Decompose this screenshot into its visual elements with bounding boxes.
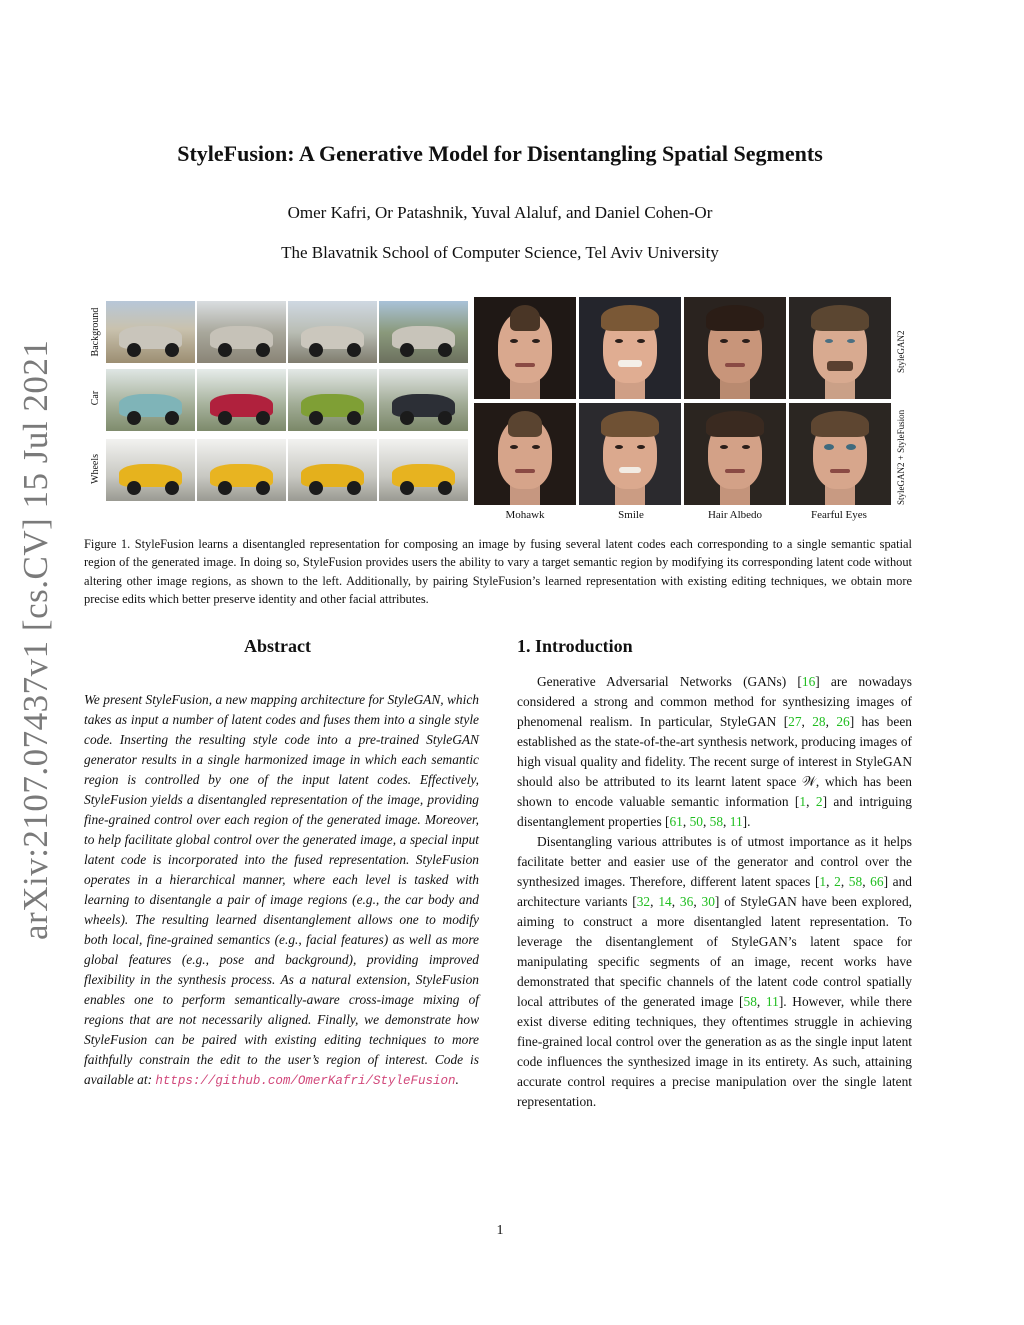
author-list: Omer Kafri, Or Patashnik, Yuval Alaluf, and Daniel Cohen-Or xyxy=(287,203,713,222)
car-image xyxy=(288,439,377,501)
code-link[interactable]: https://github.com/OmerKafri/StyleFusion xyxy=(155,1074,456,1088)
abstract-end: . xyxy=(455,1072,459,1087)
paper-title: StyleFusion: A Generative Model for Disentangling Spatial Segments xyxy=(177,141,823,166)
car-image xyxy=(197,301,286,363)
citation-link[interactable]: 1 xyxy=(819,874,827,889)
car-image xyxy=(106,439,195,501)
intro-text: , xyxy=(825,714,837,729)
intro-text: , xyxy=(650,894,659,909)
arxiv-identifier: arXiv:2107.07437v1 [cs.CV] 15 Jul 2021 xyxy=(16,339,55,940)
car-image xyxy=(379,369,468,431)
abstract-text: We present StyleFusion, a new mapping architecture for StyleGAN, which takes as input a number of latent codes and fuses them into a single style code. Inserting the resulting style code into a pre-trained StyleGAN generator results in a single harmonized image in which each semantic region is controlled by one of the input latent codes. Effectively, StyleFusion yields a disentangled representation of the image, providing fine-grained control over each region of the generated image. Moreover, to help facilitate global control over the generated image, a special input latent code is incorporated into the fused representation. StyleFusion operates in a hierarchical manner, where each level is tasked with learning to disentangle a pair of image regions (e.g., the car body and wheels). The resulting learned disentanglement allows one to modify both local, fine-grained semantics (e.g., facial features) as well as more global features (e.g., pose and background), providing improved flexibility in the synthesis process. As a natural extension, StyleFusion enables one to perform semantically-aware cross-image mixing of regions that are not necessarily aligned. Finally, we demonstrate how StyleFusion can be paired with existing editing techniques to more faithfully constrain the edit to the user’s region of interest. Code is available at: xyxy=(84,692,479,1087)
face-image xyxy=(684,403,786,505)
column-label-mohawk: Mohawk xyxy=(505,509,545,521)
intro-text: , xyxy=(862,874,871,889)
intro-text: , xyxy=(801,714,813,729)
affiliation: The Blavatnik School of Computer Science, Tel Aviv University xyxy=(281,243,719,262)
column-label-hair-albedo: Hair Albedo xyxy=(707,509,763,521)
face-image xyxy=(684,297,786,399)
abstract-body xyxy=(84,690,479,1091)
car-image xyxy=(197,439,286,501)
citation-link[interactable]: 36 xyxy=(679,894,694,909)
intro-text: , xyxy=(806,794,816,809)
citation-link[interactable]: 26 xyxy=(836,714,850,729)
car-image xyxy=(379,301,468,363)
citation-link[interactable]: 2 xyxy=(834,874,841,889)
car-row-car xyxy=(106,369,468,431)
introduction-heading: 1. Introduction xyxy=(517,636,633,656)
car-image xyxy=(106,369,195,431)
citation-link[interactable]: 2 xyxy=(815,794,823,809)
car-image-grid xyxy=(106,301,468,503)
car-row-background xyxy=(106,301,468,363)
citation-link[interactable]: 16 xyxy=(801,674,816,689)
citation-link[interactable]: 27 xyxy=(788,714,802,729)
abstract-heading: Abstract xyxy=(244,636,311,656)
intro-text: ] are nowadays considered a strong and common method for synthesizing images of phenomenal realism. In particular, StyleGAN [ xyxy=(517,674,912,729)
face-image xyxy=(789,297,891,399)
intro-text: , xyxy=(671,894,680,909)
citation-link[interactable]: 11 xyxy=(765,994,779,1009)
intro-paragraph-1 xyxy=(517,672,912,832)
intro-text: , xyxy=(702,814,710,829)
side-label-stylegan2: StyleGAN2 xyxy=(896,330,906,373)
intro-text: , xyxy=(826,874,835,889)
car-image xyxy=(288,301,377,363)
intro-text: , xyxy=(723,814,730,829)
column-label-fearful-eyes: Fearful Eyes xyxy=(811,509,867,521)
introduction-body xyxy=(517,672,912,1112)
face-image xyxy=(579,297,681,399)
citation-link[interactable]: 1 xyxy=(799,794,807,809)
intro-text: ] of StyleGAN have been explored, aiming to construct a more disentangled latent representation. To leverage the disentanglement of StyleGAN’s latent space for manipulating specific segments of an image, recent works have demonstrated that specific channels of the latent code control spatially local attributes of the generated image [ xyxy=(517,894,913,1009)
face-image xyxy=(474,297,576,399)
car-image xyxy=(379,439,468,501)
car-row-wheels xyxy=(106,439,468,501)
intro-text: ] and architecture variants [ xyxy=(517,874,912,909)
intro-text: , xyxy=(756,994,766,1009)
page-number: 1 xyxy=(496,1223,504,1238)
car-image xyxy=(288,369,377,431)
citation-link[interactable]: 14 xyxy=(658,894,672,909)
citation-link[interactable]: 58 xyxy=(743,994,757,1009)
citation-link[interactable]: 66 xyxy=(870,874,884,889)
citation-link[interactable]: 50 xyxy=(689,814,703,829)
citation-link[interactable]: 32 xyxy=(636,894,651,909)
intro-text: , xyxy=(693,894,702,909)
intro-text: , xyxy=(682,814,690,829)
car-image xyxy=(197,369,286,431)
intro-paragraph-2 xyxy=(517,832,912,1112)
face-image xyxy=(579,403,681,505)
figure-row-label-car: Car xyxy=(90,390,101,406)
face-image-grid xyxy=(474,297,892,505)
intro-text: Generative Adversarial Networks (GANs) [ xyxy=(537,674,802,689)
citation-link[interactable]: 61 xyxy=(669,814,683,829)
intro-text: , xyxy=(840,874,849,889)
citation-link[interactable]: 58 xyxy=(848,874,863,889)
citation-link[interactable]: 28 xyxy=(812,714,826,729)
intro-text: ] has been established as the state-of-the-art synthesis network, producing images of high visual quality and fidelity. The recent surge of interest in StyleGAN should also be attributed to its learnt latent space 𝒲, which has been shown to encode valuable semantic information [ xyxy=(517,714,912,809)
car-image xyxy=(106,301,195,363)
figure-row-label-background: Background xyxy=(90,307,101,357)
intro-text: ]. xyxy=(742,814,751,829)
citation-link[interactable]: 30 xyxy=(701,894,715,909)
figure-row-label-wheels: Wheels xyxy=(90,454,101,484)
citation-link[interactable]: 58 xyxy=(709,814,724,829)
column-label-smile: Smile xyxy=(618,509,644,521)
side-label-stylegan2-stylefusion: StyleGAN2 + StyleFusion xyxy=(896,409,906,505)
intro-text: ] and intriguing disentanglement properties [ xyxy=(517,794,912,829)
face-image xyxy=(474,403,576,505)
intro-text: Disentangling various attributes is of utmost importance as it helps facilitate better and easier use of the generator and control over the synthesized images. Therefore, different latent spaces [ xyxy=(517,834,912,889)
citation-link[interactable]: 11 xyxy=(729,814,743,829)
figure-caption: Figure 1. StyleFusion learns a disentangled representation for composing an image by fusing several latent codes each corresponding to a single semantic spatial region of the generated image. In doing so, StyleFusion provides users the ability to vary a target semantic region by modifying its corresponding latent code without altering other image regions, as shown to the left. Additionally, by pairing StyleFusion’s learned representation with existing editing techniques, we obtain more precise edits which better preserve identity and other facial attributes. xyxy=(84,537,912,607)
intro-text: ]. However, while there exist diverse editing techniques, they oftentimes struggle in achieving fine-grained local control over the generation as as the single input latent code influences the synthesized image in its entirety. As such, attaining accurate control requires a precise manipulation over the single latent representation. xyxy=(517,994,913,1109)
face-image xyxy=(789,403,891,505)
